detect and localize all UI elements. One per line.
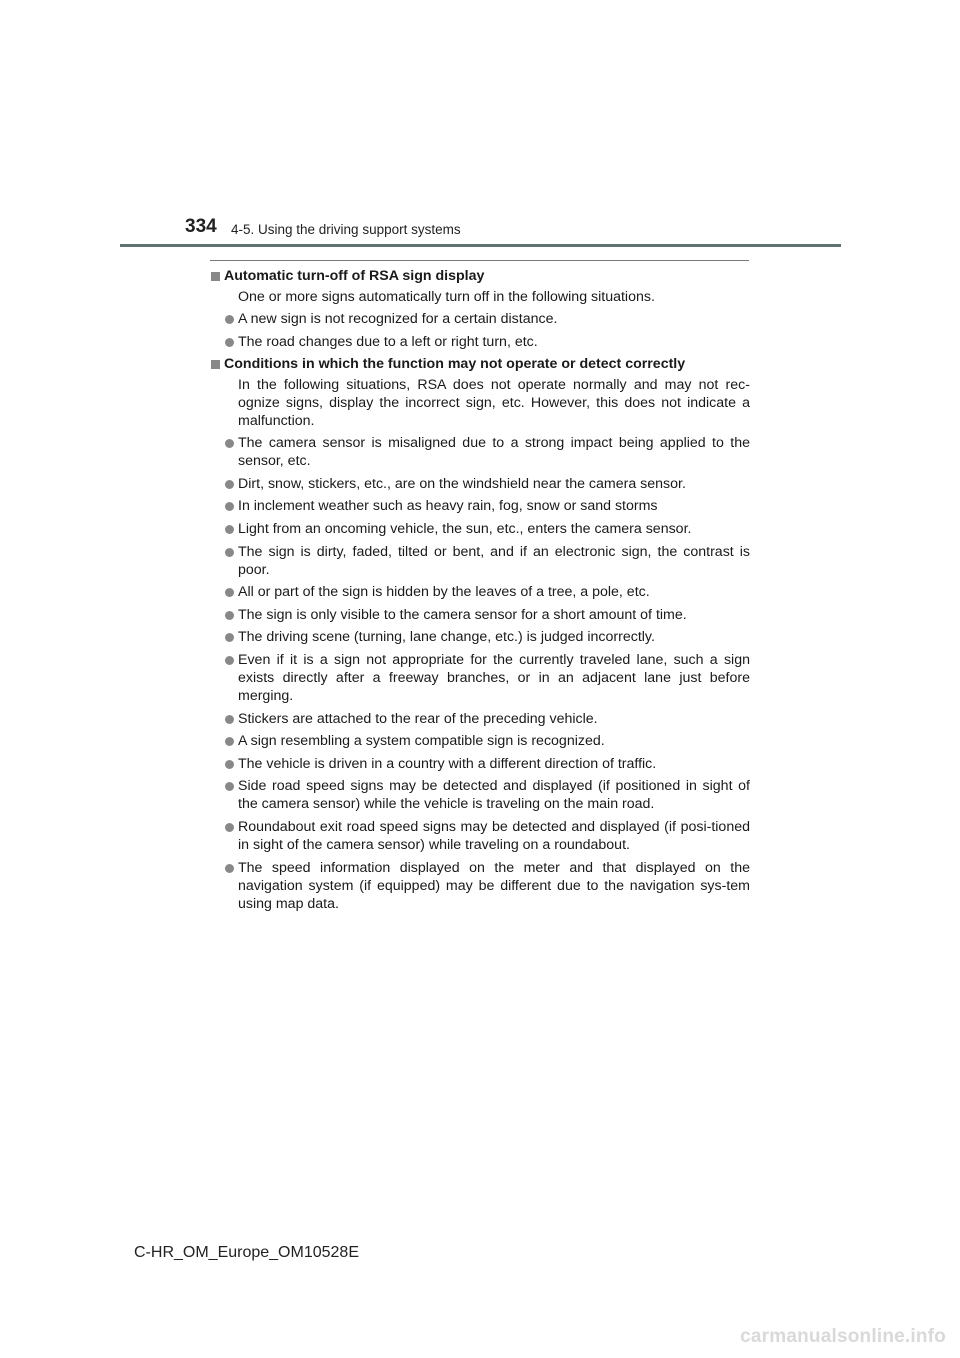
circle-bullet-icon bbox=[225, 656, 234, 665]
circle-bullet-icon bbox=[225, 782, 234, 791]
circle-bullet-icon bbox=[225, 338, 234, 347]
list-item-text: Stickers are attached to the rear of the preceding vehicle. bbox=[238, 710, 598, 727]
section-intro: In the following situations, RSA does not operate normally and may not rec-ognize signs, display the incorrect sign, etc. However, this does not indicate a malfunction. bbox=[238, 377, 750, 430]
list-item-text: Side road speed signs may be detected and displayed (if positioned in sight of the camera sensor) while the vehicle is traveling on the main road. bbox=[238, 778, 750, 813]
content-divider bbox=[210, 260, 749, 261]
list-item-text: The sign is only visible to the camera sensor for a short amount of time. bbox=[238, 606, 687, 623]
list-item bbox=[210, 333, 750, 351]
list-item-text: All or part of the sign is hidden by the leaves of a tree, a pole, etc. bbox=[238, 584, 650, 601]
circle-bullet-icon bbox=[225, 315, 234, 324]
list-item-text: A new sign is not recognized for a certain distance. bbox=[238, 311, 558, 327]
list-item bbox=[210, 859, 750, 913]
list-item bbox=[210, 606, 750, 624]
section-intro: One or more signs automatically turn off in the following situations. bbox=[238, 289, 655, 305]
bullet-list bbox=[210, 310, 750, 351]
list-item bbox=[210, 434, 750, 470]
list-item-text: The driving scene (turning, lane change, etc.) is judged incorrectly. bbox=[238, 629, 655, 646]
list-item-text: A sign resembling a system compatible sign is recognized. bbox=[238, 733, 605, 750]
list-item bbox=[210, 543, 750, 579]
circle-bullet-icon bbox=[225, 823, 234, 832]
list-item-text: The sign is dirty, faded, tilted or bent, and if an electronic sign, the contrast is poor. bbox=[238, 543, 750, 578]
list-item-text: The road changes due to a left or right turn, etc. bbox=[238, 333, 538, 350]
circle-bullet-icon bbox=[225, 480, 234, 489]
list-item bbox=[210, 520, 750, 538]
list-item bbox=[210, 710, 750, 728]
bullet-list bbox=[210, 434, 750, 912]
list-item-text: Even if it is a sign not appropriate for the currently traveled lane, such a sign exists directly after a freeway branches, or in an adjacent lane just before merging. bbox=[238, 651, 750, 704]
circle-bullet-icon bbox=[225, 737, 234, 746]
section-heading-text: Automatic turn-off of RSA sign display bbox=[224, 268, 485, 284]
section-heading bbox=[210, 267, 750, 285]
header-divider bbox=[120, 244, 841, 247]
list-item-text: The vehicle is driven in a country with a different direction of traffic. bbox=[238, 755, 657, 772]
document-code: C-HR_OM_Europe_OM10528E bbox=[134, 1244, 359, 1261]
list-item-text: Roundabout exit road speed signs may be detected and displayed (if posi-tioned in sight of the camera sensor) while traveling on a roundabout. bbox=[238, 818, 750, 853]
circle-bullet-icon bbox=[225, 439, 234, 448]
page-content bbox=[210, 267, 750, 917]
list-item-text: The speed information displayed on the meter and that displayed on the navigation system (if equipped) may be different due to the navigation sys-tem using map data. bbox=[238, 859, 750, 912]
square-bullet-icon bbox=[211, 272, 220, 281]
list-item bbox=[210, 628, 750, 646]
circle-bullet-icon bbox=[225, 525, 234, 534]
list-item bbox=[210, 497, 750, 515]
page-number: 334 bbox=[185, 216, 217, 237]
square-bullet-icon bbox=[211, 360, 220, 369]
list-item-text: Dirt, snow, stickers, etc., are on the windshield near the camera sensor. bbox=[238, 475, 686, 492]
list-item bbox=[210, 310, 750, 328]
circle-bullet-icon bbox=[225, 864, 234, 873]
section-heading-text: Conditions in which the function may not operate or detect correctly bbox=[224, 356, 686, 373]
section-block bbox=[210, 355, 750, 912]
list-item-text: In inclement weather such as heavy rain, fog, snow or sand storms bbox=[238, 498, 658, 515]
circle-bullet-icon bbox=[225, 611, 234, 620]
circle-bullet-icon bbox=[225, 502, 234, 511]
list-item-text: The camera sensor is misaligned due to a strong impact being applied to the sensor, etc. bbox=[238, 435, 750, 470]
section-title: 4-5. Using the driving support systems bbox=[231, 222, 461, 237]
list-item bbox=[210, 732, 750, 750]
list-item bbox=[210, 755, 750, 773]
section-block bbox=[210, 267, 750, 351]
list-item-text: Light from an oncoming vehicle, the sun, etc., enters the camera sensor. bbox=[238, 520, 692, 537]
circle-bullet-icon bbox=[225, 760, 234, 769]
list-item bbox=[210, 777, 750, 813]
list-item bbox=[210, 651, 750, 705]
circle-bullet-icon bbox=[225, 548, 234, 557]
circle-bullet-icon bbox=[225, 588, 234, 597]
list-item bbox=[210, 583, 750, 601]
list-item bbox=[210, 818, 750, 854]
circle-bullet-icon bbox=[225, 715, 234, 724]
watermark: carmanualsonline.info bbox=[740, 1326, 946, 1347]
circle-bullet-icon bbox=[225, 633, 234, 642]
list-item bbox=[210, 475, 750, 493]
section-heading bbox=[210, 355, 750, 373]
